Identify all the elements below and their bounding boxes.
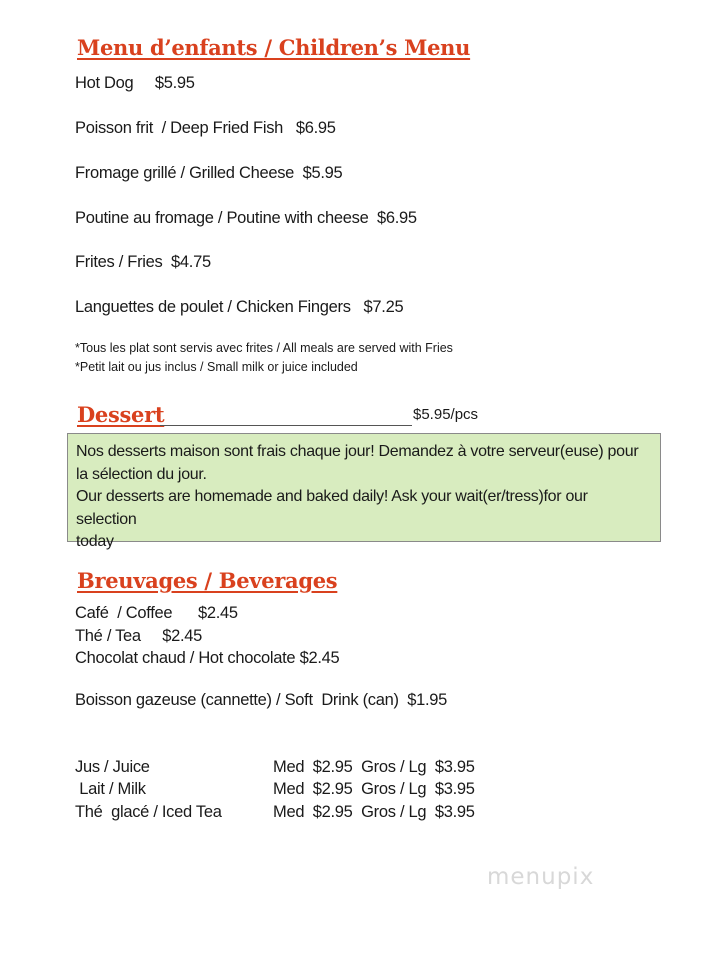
dessert-description-box: [67, 433, 661, 550]
beverage-juice-prices: Med $2.95 Gros / Lg $3.95: [273, 758, 475, 776]
beverage-coffee: Café / Coffee $2.45: [75, 604, 238, 622]
dessert-underline: [160, 425, 412, 426]
menu-item-hot-dog: Hot Dog $5.95: [75, 74, 195, 92]
dessert-line-fr-2: la sélection du jour.: [76, 465, 207, 483]
beverage-milk-name: Lait / Milk: [75, 780, 146, 798]
dessert-price: $5.95/pcs: [413, 406, 479, 423]
beverage-iced-tea-name: Thé glacé / Iced Tea: [75, 803, 222, 821]
beverage-juice-name: Jus / Juice: [75, 758, 150, 776]
dessert-line-fr-1: Nos desserts maison sont frais chaque jour! Demandez à votre serveur(euse) pour: [76, 443, 639, 460]
note-fries: *Tous les plat sont servis avec frites / All meals are served with Fries: [75, 341, 453, 355]
beverage-milk-prices: Med $2.95 Gros / Lg $3.95: [273, 780, 475, 798]
menu-item-fish: Poisson frit / Deep Fried Fish $6.95: [75, 119, 336, 137]
menu-item-fries: Frites / Fries $4.75: [75, 253, 211, 271]
note-milk-juice: *Petit lait ou jus inclus / Small milk or juice included: [75, 360, 358, 374]
children-menu-title: Menu d’enfants / Children’s Menu: [77, 35, 471, 60]
menu-item-grilled-cheese: Fromage grillé / Grilled Cheese $5.95: [75, 164, 343, 182]
menu-item-poutine: Poutine au fromage / Poutine with cheese $6.95: [75, 209, 417, 227]
beverage-tea: Thé / Tea $2.45: [75, 627, 203, 645]
dessert-title: Dessert: [77, 402, 165, 427]
dessert-line-en-2: today: [76, 533, 114, 550]
menupix-watermark: menupix: [487, 864, 595, 890]
beverage-hot-chocolate: Chocolat chaud / Hot chocolate $2.45: [75, 649, 340, 667]
dessert-line-en-1: Our desserts are homemade and baked daily! Ask your wait(er/tress)for our selection: [76, 488, 588, 528]
beverage-soft-drink: Boisson gazeuse (cannette) / Soft Drink (can) $1.95: [75, 691, 448, 709]
beverages-title: Breuvages / Beverages: [77, 568, 338, 593]
menu-item-chicken-fingers: Languettes de poulet / Chicken Fingers $7.25: [75, 298, 404, 316]
beverage-iced-tea-prices: Med $2.95 Gros / Lg $3.95: [273, 803, 475, 821]
